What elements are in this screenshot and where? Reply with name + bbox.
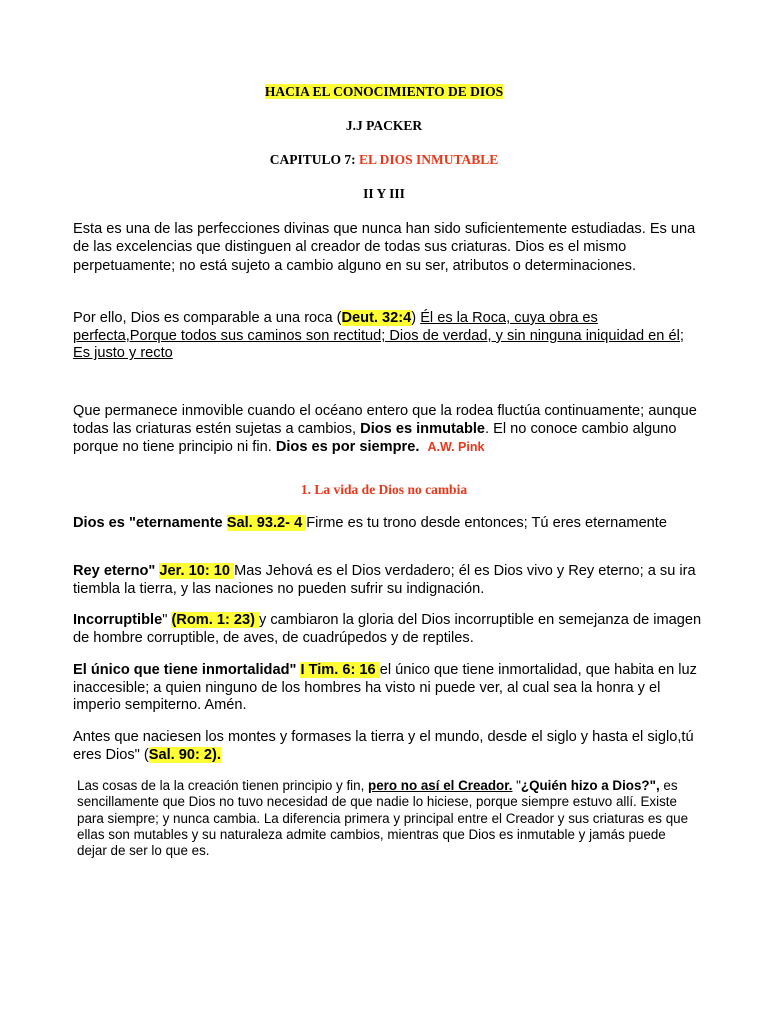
creador-text-1: Las cosas de la la creación tienen principio y fin,: [77, 778, 369, 793]
verse-text: y cambiaron la gloria del Dios incorruptible en semejanza de imagen de hombre corruptible, de aves, de cuadrúpedos y de reptiles.: [73, 612, 702, 646]
book-title-text: HACIA EL CONOCIMIENTO DE DIOS: [264, 84, 504, 99]
intro-text: Esta es una de las perfecciones divinas que nunca han sido suficientemente estudiadas. Es una de las excelencias que distinguen al creador de todas sus criaturas. Dios es el mismo perpetuamente; no está sujeto a cambio alguno en su ser, atributos o determinaciones.: [73, 221, 696, 274]
verse-reference: Jer. 10: 10: [159, 563, 235, 579]
creador-paragraph: [77, 778, 697, 859]
verse-text: Firme es tu trono desde entonces; Tú eres eternamente: [306, 515, 667, 531]
verse-incorruptible: [73, 612, 703, 648]
roca-lead: or ello, Dios es comparable a una roca (: [82, 310, 342, 326]
roca-quote: Él es la Roca, cuya obra es perfecta,Porque todos sus caminos son rectitud; Dios de verdad, y sin ninguna iniquidad en él; Es justo y recto: [73, 310, 684, 362]
roca-initial: P: [73, 310, 83, 326]
verse-label: Dios es "eternamente: [73, 515, 227, 531]
verse-text: Mas Jehová es el Dios verdadero; él es Dios vivo y Rey eterno; a su ira tiembla la tierra, y las naciones no pueden sufrir su indignación.: [73, 563, 696, 597]
chapter-heading: [0, 152, 768, 168]
verse-inmortalidad: [73, 662, 703, 715]
chapter-name: EL DIOS INMUTABLE: [358, 152, 499, 167]
verse-label: Incorruptible: [73, 612, 163, 628]
verse-label: El único que tiene inmortalidad": [73, 662, 301, 678]
pink-paragraph: [73, 402, 703, 456]
creador-question: ¿Quién hizo a Dios?",: [520, 778, 660, 793]
pink-bold-siempre: Dios es por siempre.: [275, 439, 420, 455]
pink-attribution: A.W. Pink: [427, 440, 485, 454]
author-name: J.J PACKER: [345, 118, 423, 133]
salmo-90-text: Antes que naciesen los montes y formases la tierra y el mundo, desde el siglo y hasta el siglo,tú eres Dios" (: [73, 729, 694, 763]
verse-reference: (Rom. 1: 23): [171, 612, 260, 628]
pink-text: Que permanece inmovible cuando el océano entero que la rodea fluctúa continuamente; aunque todas las criaturas estén sujetas a cambios,: [73, 403, 697, 437]
salmo-90-reference: Sal. 90: 2).: [148, 746, 221, 763]
intro-paragraph: [73, 220, 703, 275]
verse-quote: ": [162, 612, 172, 628]
section-1-heading: 1. La vida de Dios no cambia: [300, 482, 468, 497]
salmo-90-paragraph: [73, 729, 703, 765]
creador-text-2: ": [512, 778, 521, 793]
book-title: [0, 84, 768, 100]
chapter-prefix: CAPITULO 7:: [269, 152, 359, 167]
verse-text: el único que tiene inmortalidad, que habita en luz inaccesible; a quien ninguno de los hombres ha visto ni puede ver, al cual sea la honra y el imperio sempiterno. Amén.: [73, 662, 697, 714]
roca-close: ): [411, 310, 417, 326]
creador-text-3: es sencillamente que Dios no tuvo necesidad de que nadie lo hiciese, porque siempre estuvo allí. Existe para siempre; y nunca cambia. La diferencia primera y principal entre el Creador y sus criaturas es que ellas son mutables y su naturaleza admite cambios, mientras que Dios es inmutable y jamás puede dejar de ser lo que es.: [77, 778, 689, 859]
pink-bold-inmutable: Dios es inmutable: [360, 421, 486, 437]
pink-text-2: . El no conoce cambio alguno porque no tiene principio ni fin.: [73, 421, 677, 455]
deut-reference: Deut. 32:4: [341, 310, 412, 326]
verse-reference: Sal. 93.2- 4: [226, 515, 307, 531]
verse-reference: I Tim. 6: 16: [300, 662, 380, 678]
verse-eternamente: [73, 514, 703, 532]
creador-bold-underlined: pero no así el Creador.: [368, 778, 513, 793]
roca-paragraph: [73, 310, 699, 363]
verse-rey-eterno: [73, 563, 703, 599]
chapter-parts: II Y III: [363, 186, 405, 201]
verse-label: Rey eterno": [73, 563, 160, 579]
